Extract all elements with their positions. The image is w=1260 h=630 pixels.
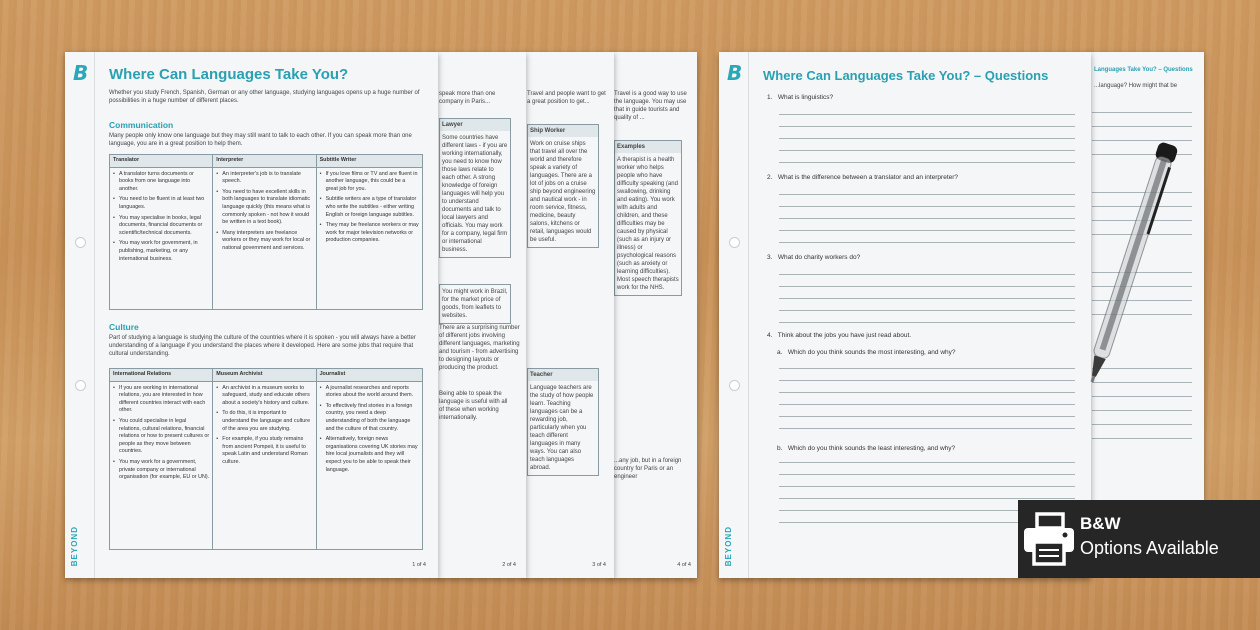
answer-line[interactable] [1092,410,1192,411]
questions-title: Where Can Languages Take You? – Questions [763,68,1049,83]
answer-line[interactable] [779,286,1075,287]
bullet: • To effectively find stories in a foreign country, you need a deep understanding of both the language and the culture of that country. [320,403,419,433]
page-3-box-header: Ship Worker [528,125,598,137]
museum-archivist-header: Museum Archivist [213,369,316,382]
worksheet-page-1 [65,52,438,578]
page-3-box2-text: Language teachers are the study of how people learn. Teaching languages can be a rewarding job, particularly when you teach different languages in many ways. You can also teach languages abroad. [530,385,594,471]
page-3-number: 3 of 4 [592,562,606,568]
page-1-number: 1 of 4 [412,562,426,568]
question-4 [767,332,911,339]
answer-line[interactable] [779,380,1075,381]
answer-line[interactable] [779,114,1075,115]
answer-line[interactable] [1092,438,1192,439]
communication-heading: Communication [109,120,174,130]
page-2-text-low: Being able to speak the language is useful with all of these when working internationally. [439,391,508,421]
culture-text: Part of studying a language is studying the culture of the countries where it is spoken - you will always have a better understanding of a language if you understand the places where it developed. Here are some jobs that require that cultural understanding. [109,335,416,357]
beyond-label: BEYOND [70,525,79,566]
answer-line[interactable] [779,416,1075,417]
bw-options-badge [1018,500,1260,578]
page-1-spine [65,52,95,578]
question-number: 3. [767,254,773,261]
bullet: • You need to have excellent skills in both languages to translate idiomatic language quickly (this means what is commonly spoken - not how it would be written in a text book). [216,189,312,227]
page-2-text: speak more than one company in Paris... [439,91,496,105]
culture-table [109,368,423,550]
international-relations-header: International Relations [110,369,213,382]
communication-text: Many people only know one language but they may still want to talk to each other. If you can speak more than one language, you are in a great position to help them. [109,133,412,147]
sub-question-number: a. [777,349,783,356]
answer-line[interactable] [779,194,1075,195]
questions-spine [719,52,749,578]
answer-line[interactable] [779,274,1075,275]
question-3 [767,254,860,261]
page-3-box2 [527,368,599,476]
sub-question-b [777,445,955,452]
bullet: • An archivist in a museum works to safeguard, study and educate others about a society's history and culture. [216,385,312,408]
bullet: • You could specialise in legal relations, cultural relations, financial relations or how to present cultures or people as they move between countries. [113,418,209,456]
badge-line-1: B&W [1080,514,1121,533]
answer-line[interactable] [779,310,1075,311]
journalist-header: Journalist [316,369,422,382]
answer-line[interactable] [779,474,1075,475]
answer-line[interactable] [1092,424,1192,425]
answer-line[interactable] [779,150,1075,151]
answer-line[interactable] [779,428,1075,429]
answer-line[interactable] [779,486,1075,487]
bullet: • If you love films or TV and are fluent in another language, this could be a great job for you. [320,171,419,194]
page-2-box-text: Some countries have different laws - if you are working internationally, you need to know how those laws relate to each other. A strong knowledge of foreign languages will help you to understand documents and talk to local lawyers and officials. You may work for a company, legal firm or international business. [442,135,508,253]
page-1-intro: Whether you study French, Spanish, German or any other language, studying languages opens up a huge number of possibilities in a huge number of different places. [109,90,420,104]
question-number: 4. [767,332,773,339]
pen-icon [1080,130,1180,400]
bullet: • Alternatively, foreign news organisations covering UK stories may hire local journalists and they will expect you to be able to speak their language. [320,436,419,474]
question-number: 1. [767,94,773,101]
page-4-number: 4 of 4 [677,562,691,568]
answer-line[interactable] [1092,126,1192,127]
badge-line-2: Options Available [1080,538,1219,558]
beyond-label: BEYOND [724,525,733,566]
translator-header: Translator [110,155,213,168]
bullet: • A translator turns documents or books from one language into another. [113,171,209,194]
answer-line[interactable] [779,498,1075,499]
answer-line[interactable] [779,230,1075,231]
punch-hole [729,237,740,248]
punch-hole [75,380,86,391]
back-sheet-title: Languages Take You? – Questions [1094,67,1193,73]
sub-question-text: Which do you think sounds the least interesting, and why? [787,445,956,452]
page-2-box-header: Lawyer [440,119,510,131]
bullet: • Subtitle writers are a type of translator who write the subtitles - either writing English or foreign language subtitles. [320,196,419,219]
answer-line[interactable] [779,392,1075,393]
punch-hole [729,380,740,391]
bullet: • They may be freelance workers or may work for major television networks or production companies. [320,222,419,245]
bullet: • To do this, it is important to understand the language and culture of the area you are studying. [216,410,312,433]
question-number: 2. [767,174,773,181]
bullet: • You may specialise in books, legal documents, financial documents or scientific/technical documents. [113,215,209,238]
answer-line[interactable] [779,462,1075,463]
answer-line[interactable] [779,242,1075,243]
sub-question-a [777,349,956,356]
sub-question-number: b. [777,445,783,452]
page-4-box [614,140,682,296]
page-4-box-header: Examples [615,141,681,153]
answer-line[interactable] [779,322,1075,323]
worksheet-page-3 [524,52,614,578]
page-3-box2-header: Teacher [528,369,598,381]
beyond-logo-icon: B [727,61,743,85]
bullet: • You may work for government, in publishing, marketing, or any international business. [113,240,209,263]
bullet: • Many interpreters are freelance workers or they may work for local or national government and services. [216,230,312,253]
back-sheet-text: ...language? How might that be [1094,83,1178,89]
answer-line[interactable] [779,368,1075,369]
question-text: What do charity workers do? [777,254,861,261]
punch-hole [75,237,86,248]
translator-cell [110,167,213,309]
subtitle-writer-header: Subtitle Writer [316,155,422,168]
page-3-box [527,124,599,248]
answer-line[interactable] [779,298,1075,299]
page-2-box2: You might work in Brazil, for the market price of goods, from leaflets to websites. [439,284,511,324]
page-2-text-mid: There are a surprising number of different jobs involving different languages, marketing and tourism - from advertising to designing layouts or producing the product. [439,325,520,371]
page-3-box-text: Work on cruise ships that travel all over the world and therefore speak a variety of languages. There are a lot of jobs on a cruise ship beyond engineering and nautical work - in room service, fitness, medicine, beauty salons, kitchens or retail, languages would be useful. [530,141,596,243]
answer-line[interactable] [779,126,1075,127]
interpreter-header: Interpreter [213,155,316,168]
printer-icon [1018,508,1080,570]
worksheet-page-4 [612,52,697,578]
subtitle-writer-cell [316,167,422,309]
journalist-cell [316,381,422,549]
question-text: What is linguistics? [777,94,834,101]
worksheet-page-2 [436,52,526,578]
bullet: • For example, if you study remains from ancient Pompeii, it is useful to speak Latin and understand Roman culture. [216,436,312,466]
international-relations-cell [110,381,213,549]
bullet: • A journalist researches and reports stories about the world around them. [320,385,419,400]
answer-line[interactable] [1092,112,1192,113]
bullet: • You may work for a government, private company or international organisation (for example, EU or UN). [113,459,209,482]
culture-heading: Culture [109,322,139,332]
question-text: Think about the jobs you have just read about. [777,332,912,339]
answer-line[interactable] [779,162,1075,163]
question-1 [767,94,833,101]
answer-line[interactable] [779,218,1075,219]
page-2-box [439,118,511,258]
page-4-box-text: A therapist is a health worker who helps people who have difficulty speaking (and swallowing, drinking and eating). You work with adults and children, and these difficulties may be caused by physical (such as an injury or illness) or psychological reasons (such as anxiety or learning difficulties). Most speech therapists work for the NHS. [617,157,679,291]
page-4-text-low: ...any job, but in a foreign country for Paris or an engineer [614,458,682,480]
page-2-number: 2 of 4 [502,562,516,568]
answer-line[interactable] [779,138,1075,139]
answer-line[interactable] [779,404,1075,405]
page-1-title: Where Can Languages Take You? [109,66,349,83]
answer-line[interactable] [779,206,1075,207]
page-4-text: Travel is a good way to use the language. You may use that in guide tourists and quality of ... [614,91,687,121]
bullet: • An interpreter's job is to translate speech. [216,171,312,186]
beyond-logo-icon: B [73,61,89,85]
bullet: • You need to be fluent in at least two languages. [113,196,209,211]
question-text: What is the difference between a translator and an interpreter? [777,174,959,181]
question-2 [767,174,958,181]
page-3-text: Travel and people want to get a great position to get... [527,91,606,105]
communication-table [109,154,423,310]
bullet: • If you are working in international relations, you are interested in how different countries interact with each other. [113,385,209,415]
sub-question-text: Which do you think sounds the most interesting, and why? [787,349,956,356]
interpreter-cell [213,167,316,309]
museum-archivist-cell [213,381,316,549]
